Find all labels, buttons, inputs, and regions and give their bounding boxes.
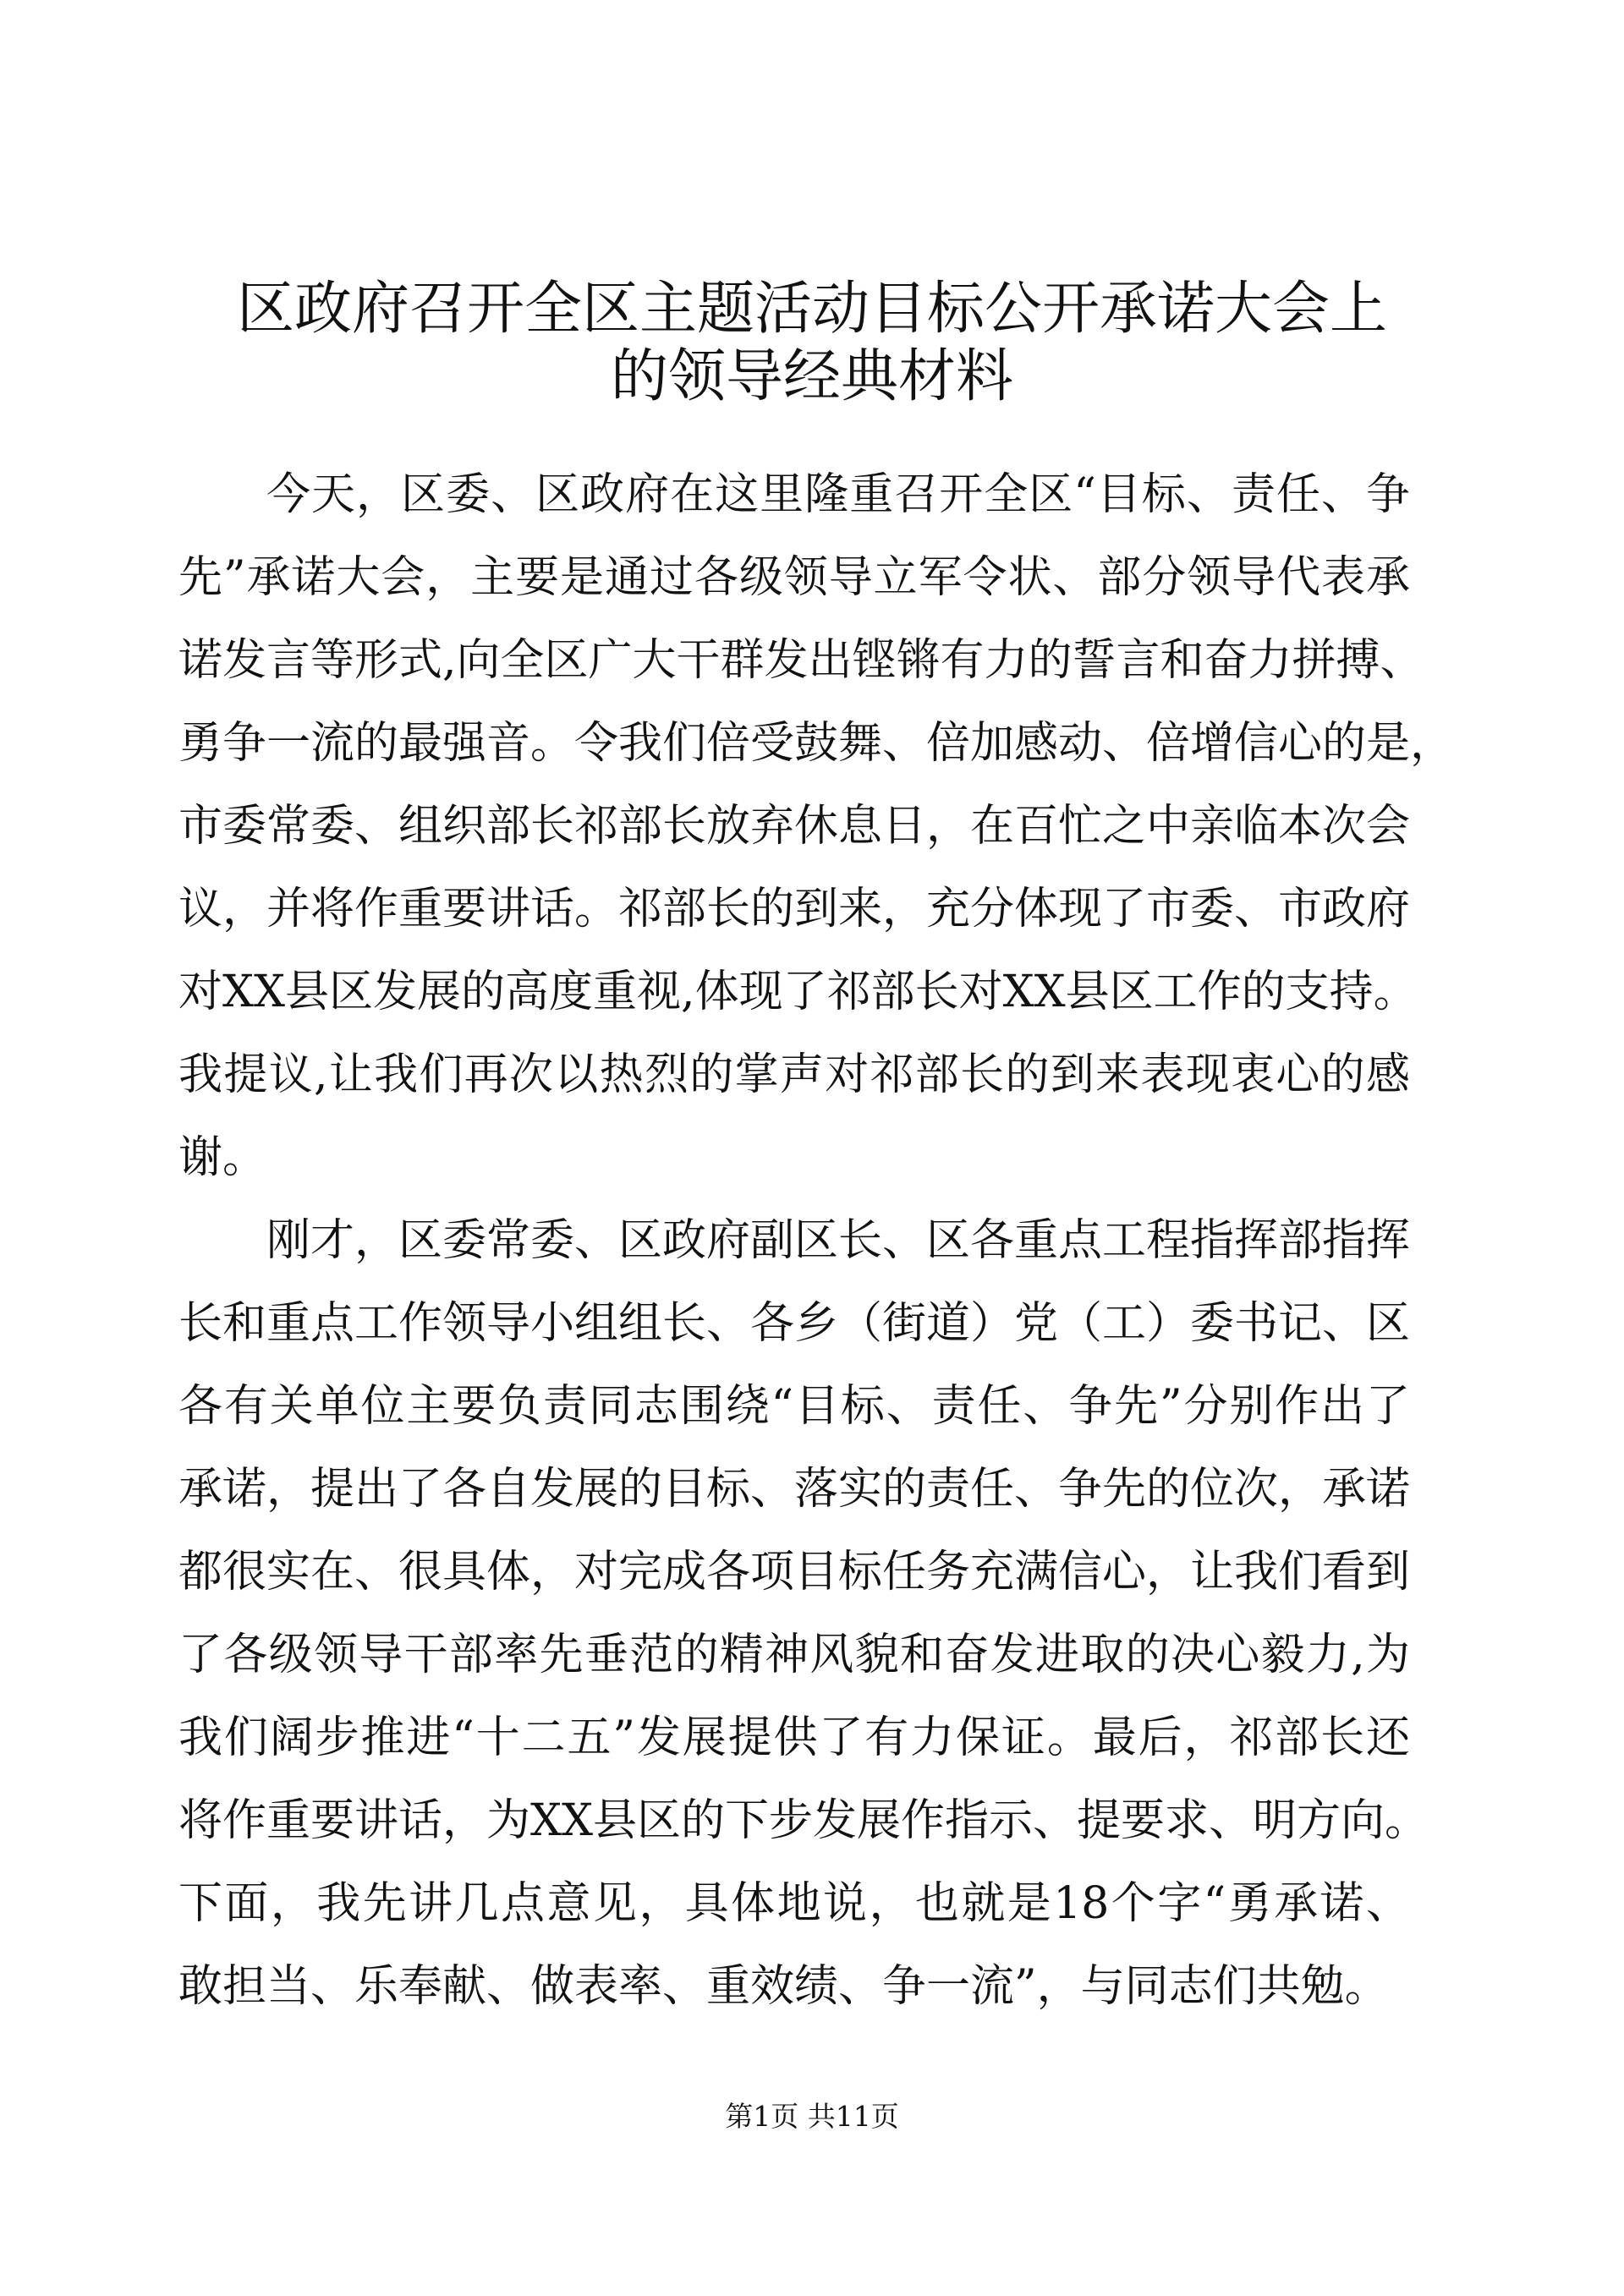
page-number: 第1页 共11页 — [725, 2100, 899, 2133]
text-line: 勇争一流的最强音。令我们倍受鼓舞、倍加感动、倍增信心的是， — [178, 718, 1455, 769]
text-line: 对XX县区发展的高度重视,体现了祁部长对XX县区工作的支持。 — [178, 967, 1418, 1017]
document-title — [85, 276, 1539, 411]
text-line: 谢。 — [178, 1132, 267, 1183]
text-line: 刚才，区委常委、区政府副区长、区各重点工程指挥部指挥 — [266, 1215, 1411, 1266]
document-body — [178, 453, 1455, 2028]
text-line: 我们阔步推进“十二五”发展提供了有力保证。最后，祁部长还 — [178, 1712, 1410, 1763]
title-line-2: 的领导经典材料 — [610, 343, 1013, 410]
text-line: 下面，我先讲几点意见，具体地说，也就是18个字“勇承诺、 — [178, 1878, 1410, 1929]
text-line: 都很实在、很具体，对完成各项目标任务充满信心，让我们看到 — [178, 1547, 1411, 1597]
text-line: 先”承诺大会，主要是通过各级领导立军令状、部分领导代表承 — [178, 552, 1410, 603]
paragraph-1 — [178, 453, 1455, 1199]
text-line: 将作重要讲话，为XX县区的下步发展作指示、提要求、明方向。 — [178, 1795, 1429, 1846]
text-line: 各有关单位主要负责同志围绕“目标、责任、争先”分别作出了 — [178, 1381, 1410, 1432]
text-line: 敢担当、乐奉献、做表率、重效绩、争一流”，与同志们共勉。 — [178, 1961, 1389, 2012]
text-line: 诺发言等形式,向全区广大干群发出铿锵有力的誓言和奋力拼搏、 — [178, 635, 1424, 686]
paragraph-2 — [178, 1199, 1429, 2028]
text-line: 长和重点工作领导小组组长、各乡（街道）党（工）委书记、区 — [178, 1298, 1411, 1349]
text-line: 市委常委、组织部长祁部长放弃休息日，在百忙之中亲临本次会 — [178, 801, 1411, 852]
text-line: 议，并将作重要讲话。祁部长的到来，充分体现了市委、市政府 — [178, 884, 1411, 934]
title-line-1: 区政府召开全区主题活动目标公开承诺大会上 — [236, 276, 1387, 342]
text-line: 了各级领导干部率先垂范的精神风貌和奋发进取的决心毅力,为 — [178, 1630, 1410, 1680]
text-line: 承诺，提出了各自发展的目标、落实的责任、争先的位次，承诺 — [178, 1464, 1411, 1515]
text-line: 我提议,让我们再次以热烈的掌声对祁部长的到来表现衷心的感 — [178, 1049, 1410, 1100]
text-line: 今天，区委、区政府在这里隆重召开全区“目标、责任、争 — [266, 469, 1410, 520]
